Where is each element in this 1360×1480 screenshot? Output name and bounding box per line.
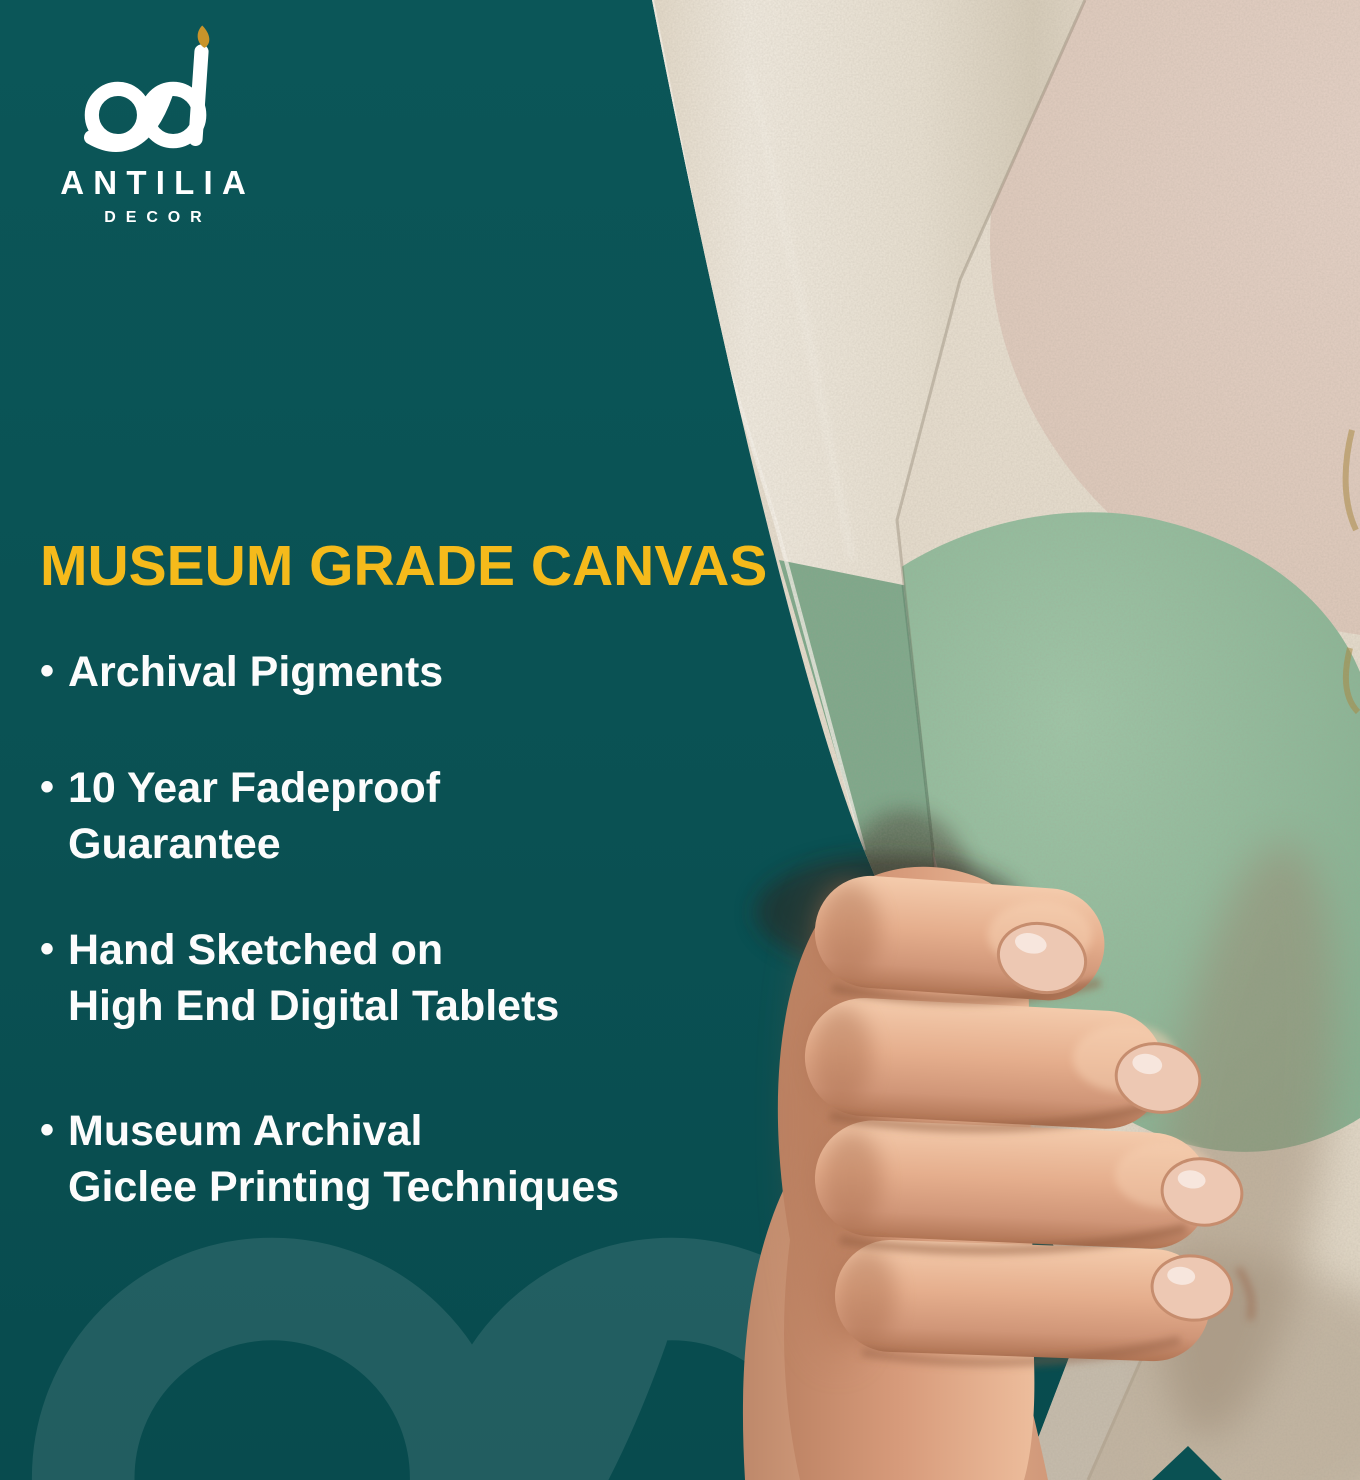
feature-copy: [40, 534, 770, 1216]
brand-logo: [48, 24, 258, 227]
feature-item: [40, 761, 770, 873]
feature-line: Museum Archival: [68, 1107, 423, 1156]
feature-line: Guarantee: [68, 819, 281, 868]
brand-tagline: DECOR: [104, 209, 212, 226]
feature-line: 10 Year Fadeproof: [68, 763, 441, 812]
headline: MUSEUM GRADE CANVAS: [40, 534, 768, 598]
bullet-icon: •: [40, 764, 55, 809]
feature-line: Hand Sketched on: [68, 925, 444, 974]
bullet-icon: •: [40, 1108, 55, 1153]
feature-item: [40, 923, 770, 1035]
brand-mark-icon: [65, 24, 241, 162]
feature-item: [40, 645, 770, 701]
flame-icon: [198, 25, 210, 47]
feature-item: [40, 1104, 770, 1216]
brand-name: ANTILIA: [60, 164, 256, 201]
bullet-icon: •: [40, 926, 55, 971]
feature-line: Giclee Printing Techniques: [68, 1163, 620, 1212]
bullet-icon: •: [40, 649, 55, 693]
feature-line: Archival Pigments: [68, 648, 444, 696]
feature-line: High End Digital Tablets: [68, 981, 560, 1030]
